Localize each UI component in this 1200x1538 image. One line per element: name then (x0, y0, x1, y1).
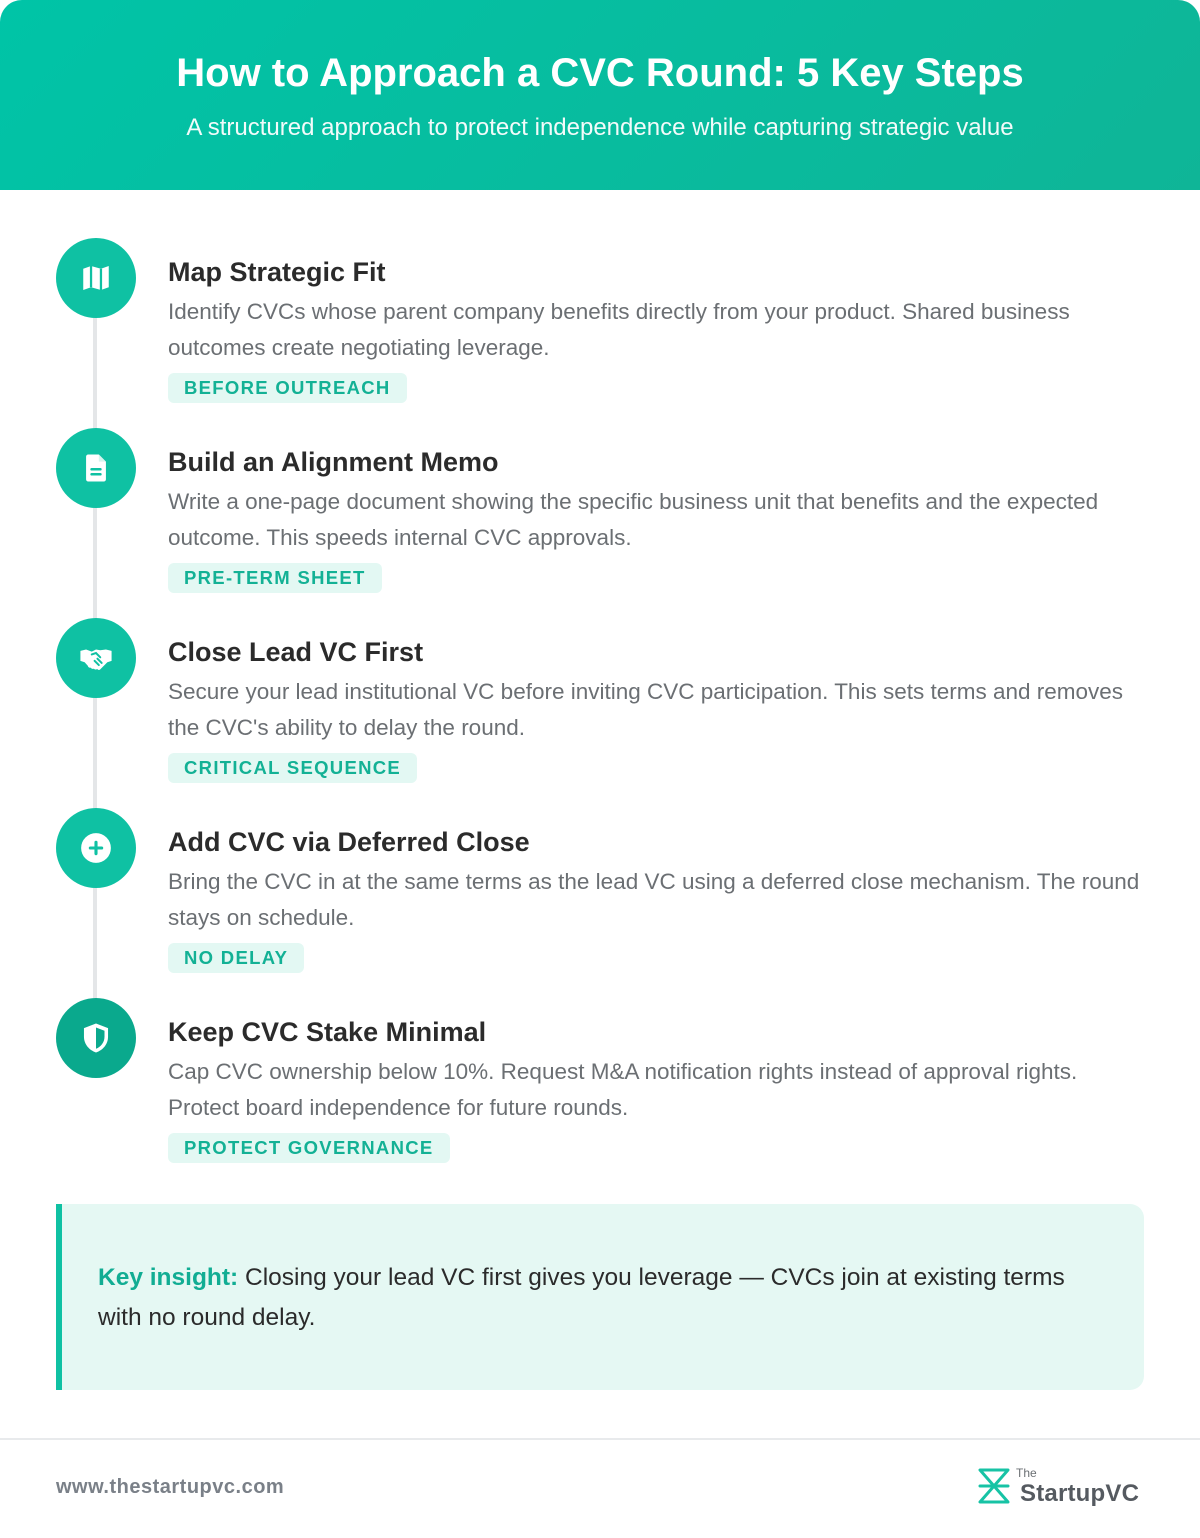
step-tag: BEFORE OUTREACH (168, 373, 407, 403)
step-title: Build an Alignment Memo (168, 447, 499, 477)
key-insight-callout (56, 1204, 1144, 1390)
step-title: Close Lead VC First (168, 637, 424, 667)
step-tag: PRE-TERM SHEET (168, 563, 382, 593)
step-description: Cap CVC ownership below 10%. Request M&A notification rights instead of approval rights. Protect board independence for future rounds. (168, 1059, 1078, 1120)
step-tag: NO DELAY (168, 943, 304, 973)
footer-divider (0, 1438, 1200, 1440)
startupvc-logo (974, 1462, 1150, 1510)
handshake-icon (79, 641, 113, 675)
footer-url-link[interactable]: www.thestartupvc.com (56, 1476, 285, 1498)
step-title: Add CVC via Deferred Close (168, 827, 530, 857)
step-icon-circle (56, 618, 136, 698)
page-subtitle: A structured approach to protect independence while capturing strategic value (186, 114, 1014, 141)
plus-circle-icon (79, 831, 113, 865)
step-description: Secure your lead institutional VC before inviting CVC participation. This sets terms and removes the CVC's ability to delay the round. (168, 679, 1124, 740)
document-icon (79, 451, 113, 485)
key-insight-body: Closing your lead VC first gives you leverage — CVCs join at existing terms with no round delay. (98, 1264, 1065, 1331)
step-description: Bring the CVC in at the same terms as the lead VC using a deferred close mechanism. The round stays on schedule. (168, 869, 1140, 930)
step-title: Map Strategic Fit (168, 257, 386, 287)
key-insight-label: Key insight: (98, 1264, 239, 1291)
step-description: Identify CVCs whose parent company benefits directly from your product. Shared business outcomes create negotiating leverage. (168, 299, 1070, 360)
step-icon-circle (56, 238, 136, 318)
key-insight-text (98, 1258, 1088, 1338)
step-tag: CRITICAL SEQUENCE (168, 753, 417, 783)
logo-the-text: The (1016, 1466, 1037, 1480)
page-title: How to Approach a CVC Round: 5 Key Steps (176, 51, 1024, 95)
map-icon (79, 261, 113, 295)
step-tag: PROTECT GOVERNANCE (168, 1133, 450, 1163)
logo-mark-icon (974, 1466, 1014, 1506)
logo-name-text: StartupVC (1020, 1480, 1140, 1507)
step-icon-circle (56, 428, 136, 508)
header-banner (0, 0, 1200, 190)
step-icon-circle (56, 998, 136, 1078)
step-icon-circle (56, 808, 136, 888)
step-description: Write a one-page document showing the specific business unit that benefits and the expected outcome. This speeds internal CVC approvals. (168, 489, 1099, 550)
shield-icon (79, 1021, 113, 1055)
step-title: Keep CVC Stake Minimal (168, 1017, 487, 1047)
